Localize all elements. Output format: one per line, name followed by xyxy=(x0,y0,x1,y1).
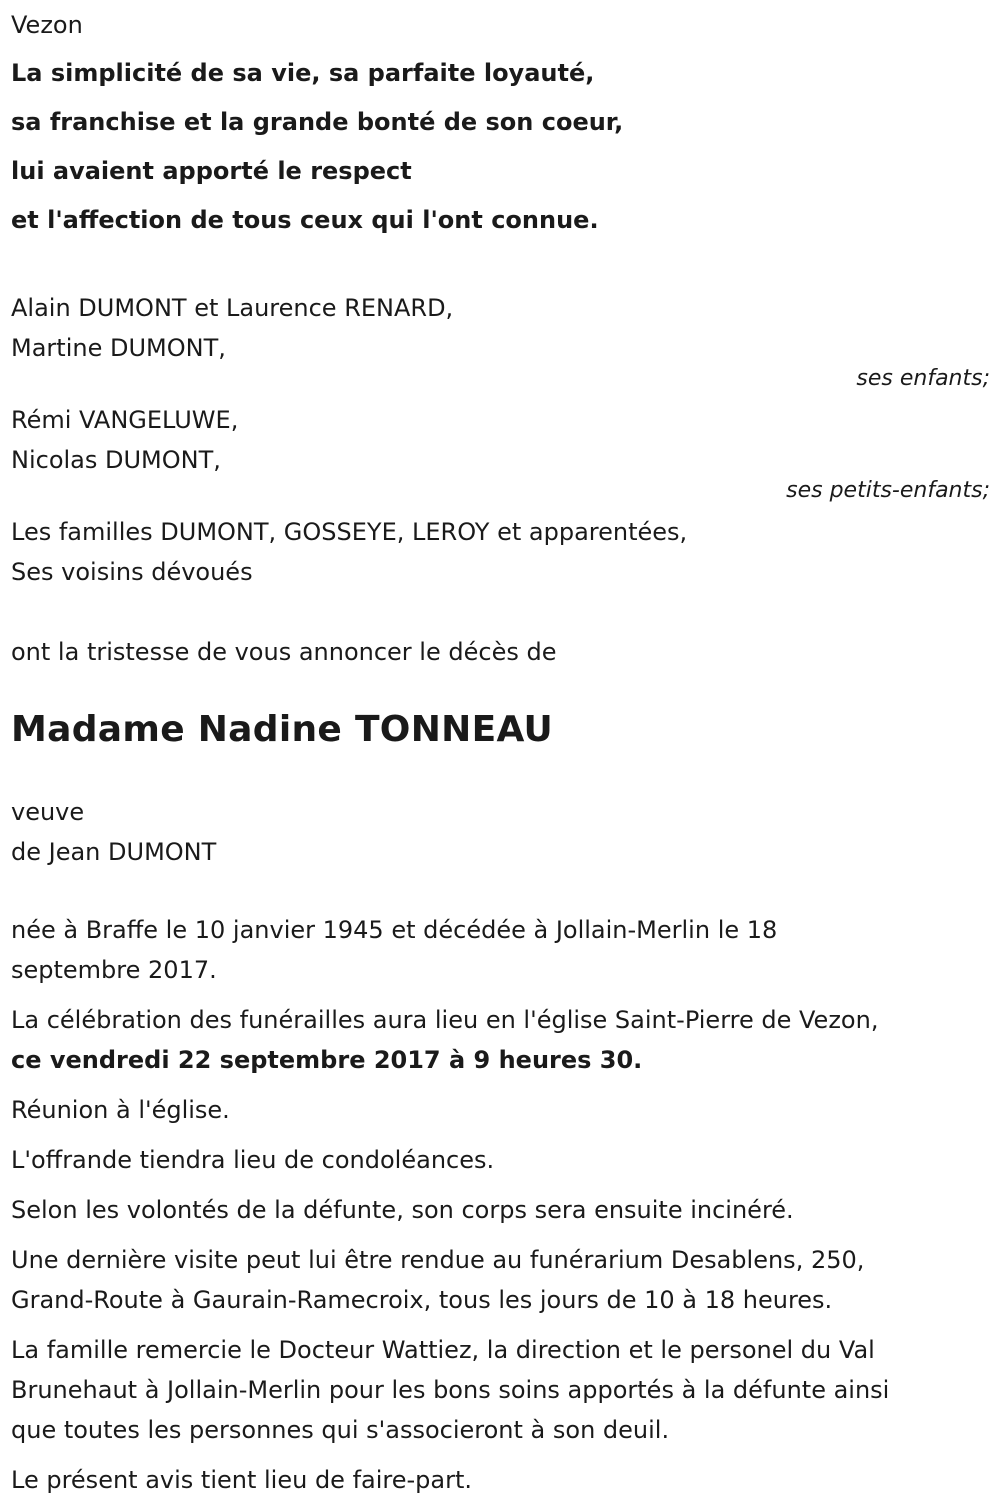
thanks-paragraph xyxy=(11,1330,990,1450)
child-name-2: Martine DUMONT, xyxy=(11,334,226,362)
obituary-page xyxy=(0,6,1000,1506)
families-line: Les familles DUMONT, GOSSEYE, LEROY et apparentées, xyxy=(11,518,688,546)
quote-line-3: lui avaient apporté le respect xyxy=(11,157,412,185)
children-role: ses enfants; xyxy=(856,366,990,391)
grandchild-name-2: Nicolas DUMONT, xyxy=(11,446,221,474)
notice-paragraph: Le présent avis tient lieu de faire-part. xyxy=(11,1466,473,1494)
quote-line-1: La simplicité de sa vie, sa parfaite loyauté, xyxy=(11,59,595,87)
others-block xyxy=(11,512,990,592)
funeral-date: ce vendredi 22 septembre 2017 à 9 heures 30. xyxy=(11,1046,643,1074)
announcement-text: ont la tristesse de vous annoncer le décès de xyxy=(11,638,557,666)
visit-line-1: Une dernière visite peut lui être rendue au funérarium Desablens, 250, xyxy=(11,1246,865,1274)
deceased-name: Madame Nadine TONNEAU xyxy=(11,709,554,750)
town-name: Vezon xyxy=(11,11,83,39)
funeral-line-1: La célébration des funérailles aura lieu en l'église Saint-Pierre de Vezon, xyxy=(11,1006,879,1034)
thanks-line-1: La famille remercie le Docteur Wattiez, la direction et le personel du Val xyxy=(11,1336,875,1364)
spouse-name: de Jean DUMONT xyxy=(11,838,217,866)
birth-death-line-1: née à Braffe le 10 janvier 1945 et décédée à Jollain-Merlin le 18 xyxy=(11,916,778,944)
child-name-1: Alain DUMONT et Laurence RENARD, xyxy=(11,294,454,322)
thanks-line-2: Brunehaut à Jollain-Merlin pour les bons soins apportés à la défunte ainsi xyxy=(11,1376,890,1404)
quote-line-2: sa franchise et la grande bonté de son coeur, xyxy=(11,108,624,136)
birth-death-line-2: septembre 2017. xyxy=(11,956,217,984)
visit-line-2: Grand-Route à Gaurain-Ramecroix, tous les jours de 10 à 18 heures. xyxy=(11,1286,833,1314)
widow-status: veuve xyxy=(11,798,85,826)
children-block xyxy=(11,288,990,392)
funeral-paragraph xyxy=(11,1000,990,1080)
birth-death-paragraph xyxy=(11,910,990,990)
cremation-paragraph: Selon les volontés de la défunte, son corps sera ensuite incinéré. xyxy=(11,1196,794,1224)
quote-line-4: et l'affection de tous ceux qui l'ont connue. xyxy=(11,206,599,234)
grandchildren-role: ses petits-enfants; xyxy=(786,478,990,503)
meeting-paragraph: Réunion à l'église. xyxy=(11,1096,230,1124)
visit-paragraph xyxy=(11,1240,990,1320)
thanks-line-3: que toutes les personnes qui s'associeront à son deuil. xyxy=(11,1416,670,1444)
grandchild-name-1: Rémi VANGELUWE, xyxy=(11,406,239,434)
grandchildren-block xyxy=(11,400,990,504)
neighbors-line: Ses voisins dévoués xyxy=(11,558,253,586)
offering-paragraph: L'offrande tiendra lieu de condoléances. xyxy=(11,1146,495,1174)
